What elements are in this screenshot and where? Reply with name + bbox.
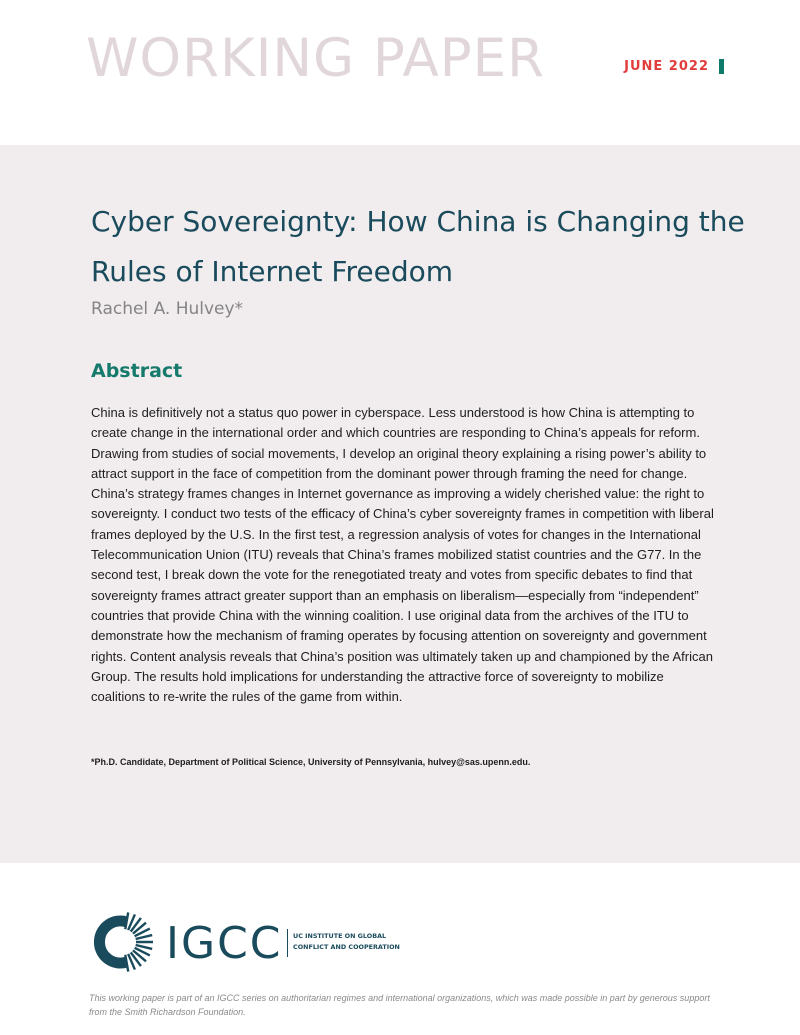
paper-title: Cyber Sovereignty: How China is Changing the Rules of Internet Freedom bbox=[91, 205, 745, 288]
logo-tagline-line-2: CONFLICT AND COOPERATION bbox=[293, 943, 400, 951]
logo-tagline bbox=[293, 931, 400, 953]
logo-wordmark: IGCC bbox=[166, 918, 283, 969]
logo-divider bbox=[287, 929, 288, 957]
logo-ray-group bbox=[125, 912, 153, 971]
publication-date: JUNE 2022 bbox=[624, 59, 709, 74]
title-abstract-panel bbox=[0, 145, 800, 863]
abstract-heading: Abstract bbox=[91, 360, 183, 382]
author-name: Rachel A. Hulvey* bbox=[91, 299, 244, 319]
working-paper-label: WORKING PAPER bbox=[86, 28, 545, 89]
page-header bbox=[0, 0, 800, 145]
logo-c-arc bbox=[99, 921, 126, 963]
igcc-circle-logo-icon bbox=[89, 910, 159, 976]
logo-tagline-line-1: UC INSTITUTE ON GLOBAL bbox=[293, 932, 387, 940]
footer-note: This working paper is part of an IGCC series on authoritarian regimes and international organizations, which was made possible in part by generous support from the Smith Richardson Foundation. bbox=[89, 993, 710, 1017]
abstract-body: China is definitively not a status quo power in cyberspace. Less understood is how China is attempting to create change in the international order and which countries are responding to China’s appeals for reform. Drawing from studies of social movements, I develop an original theory explaining a rising power’s ability to attract support in the face of competition from the dominant power through framing the need for change. China’s strategy frames changes in Internet governance as improving a widely cherished value: the right to sovereignty. I conduct two tests of the efficacy of China’s cyber sovereignty frames in competition with liberal frames deployed by the U.S. In the first test, a regression analysis of votes for changes in the International Telecommunication Union (ITU) reveals that China’s frames mobilized statist countries and the G77. In the second test, I break down the vote for the renegotiated treaty and votes from specific debates to find that sovereignty frames attract greater support than an emphasis on liberalism—especially from “independent” countries that provide China with the winning coalition. I use original data from the archives of the ITU to demonstrate how the mechanism of framing operates by focusing attention on sovereignty and government rights. Content analysis reveals that China’s position was ultimately taken up and championed by the African Group. The results hold implications for understanding the attractive force of sovereignty to mobilize coalitions to re-write the rules of the game from within. bbox=[91, 405, 714, 705]
accent-bar bbox=[719, 59, 724, 74]
author-footnote: *Ph.D. Candidate, Department of Political Science, University of Pennsylvania, hulvey@sas.upenn.edu. bbox=[91, 757, 531, 767]
date-block bbox=[624, 59, 724, 74]
